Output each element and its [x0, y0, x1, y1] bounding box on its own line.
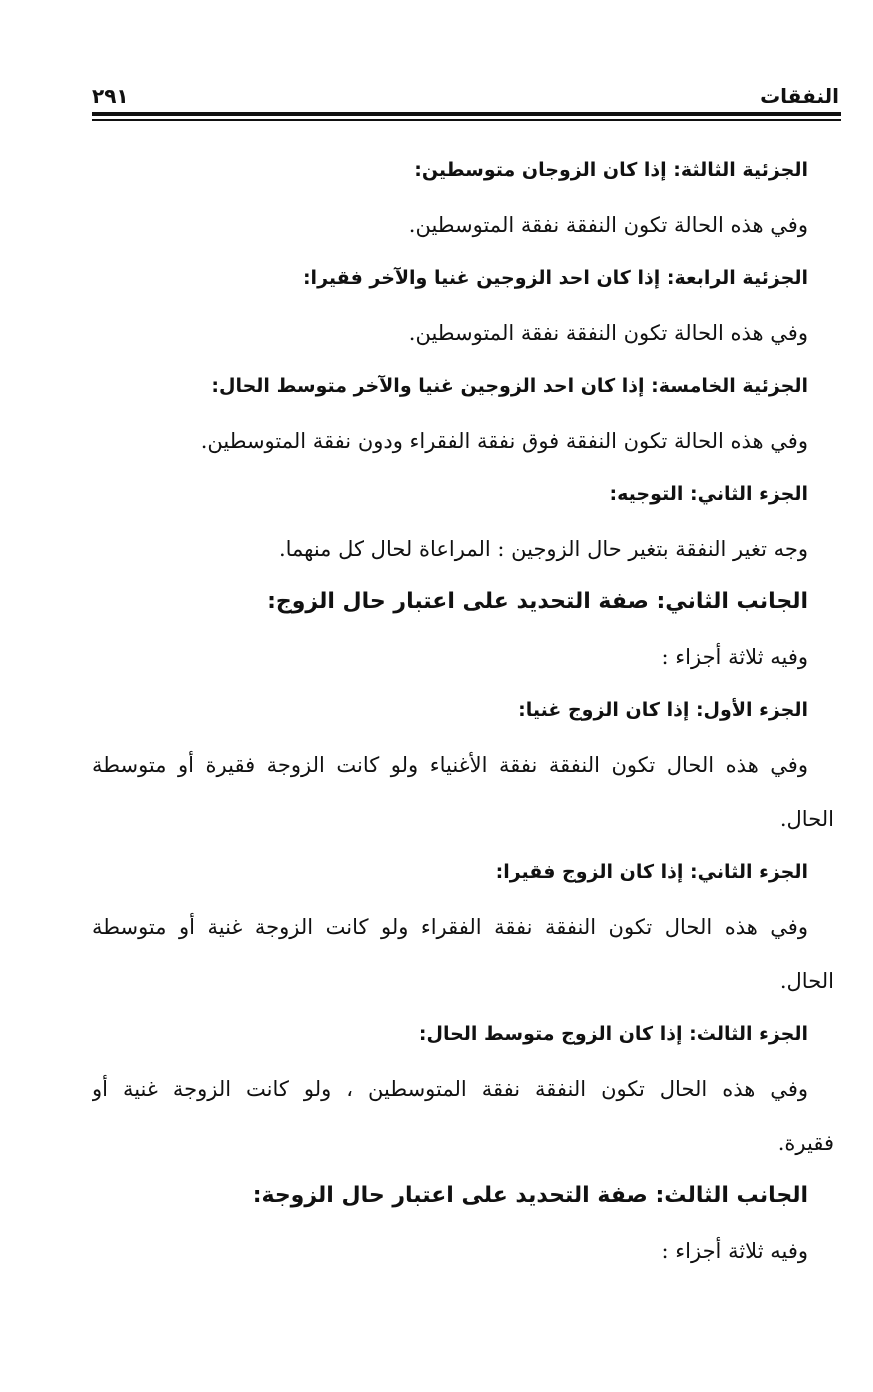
page-number: ٢٩١ — [92, 84, 129, 108]
body-text-line: وفيه ثلاثة أجزاء : — [661, 645, 808, 669]
body-text-line: وفيه ثلاثة أجزاء : — [661, 1239, 808, 1263]
header-rule-thick — [92, 112, 841, 116]
body-text-line: وفي هذه الحال تكون النفقة نفقة المتوسطين ، ولو كانت الزوجة غنية أو — [92, 1077, 808, 1101]
section-heading: الجزء الثاني: إذا كان الزوج فقيرا: — [495, 861, 808, 883]
section-heading: الجزء الثالث: إذا كان الزوج متوسط الحال: — [418, 1023, 808, 1045]
running-title: النفقات — [760, 84, 839, 108]
page-header — [92, 78, 839, 108]
header-rule-thin — [92, 119, 841, 121]
section-heading: الجانب الثالث: صفة التحديد على اعتبار حال الزوجة: — [252, 1183, 808, 1208]
section-heading: الجزء الأول: إذا كان الزوج غنيا: — [518, 699, 808, 721]
body-text-line: الحال. — [779, 969, 834, 993]
body-text-line: وفي هذه الحال تكون النفقة نفقة الفقراء ولو كانت الزوجة غنية أو متوسطة — [92, 915, 808, 939]
body-text-line: وفي هذه الحال تكون النفقة نفقة الأغنياء ولو كانت الزوجة فقيرة أو متوسطة — [92, 753, 808, 777]
body-text-line: وفي هذه الحالة تكون النفقة نفقة المتوسطين. — [408, 321, 808, 345]
section-heading: الجزئية الثالثة: إذا كان الزوجان متوسطين: — [414, 159, 808, 181]
section-heading: الجزئية الرابعة: إذا كان احد الزوجين غنيا والآخر فقيرا: — [302, 267, 808, 289]
section-heading: الجزء الثاني: التوجيه: — [609, 483, 808, 505]
section-heading: الجانب الثاني: صفة التحديد على اعتبار حال الزوج: — [267, 589, 808, 614]
page-body — [92, 147, 834, 1281]
body-text-line: فقيرة. — [777, 1131, 834, 1155]
body-text-line: الحال. — [779, 807, 834, 831]
body-text-line: وفي هذه الحالة تكون النفقة فوق نفقة الفقراء ودون نفقة المتوسطين. — [200, 429, 808, 453]
body-text-line: وجه تغير النفقة بتغير حال الزوجين : المراعاة لحال كل منهما. — [278, 537, 808, 561]
body-text-line: وفي هذه الحالة تكون النفقة نفقة المتوسطين. — [408, 213, 808, 237]
section-heading: الجزئية الخامسة: إذا كان احد الزوجين غنيا والآخر متوسط الحال: — [211, 375, 808, 397]
